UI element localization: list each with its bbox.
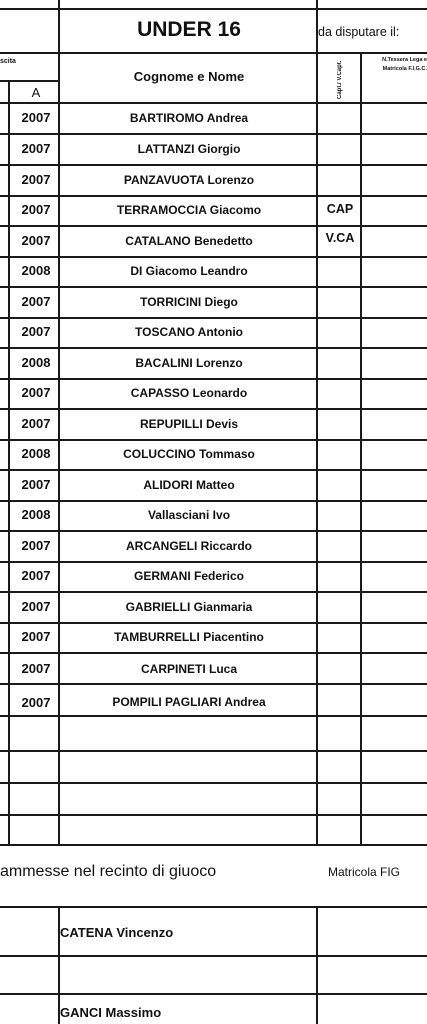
player-name: BACALINI Lorenzo bbox=[135, 356, 243, 370]
year-column-header: A bbox=[31, 85, 41, 100]
player-birth-year: 2007 bbox=[21, 661, 51, 676]
player-name: LATTANZI Giorgio bbox=[137, 142, 241, 156]
row-line bbox=[0, 715, 427, 717]
player-birth-year: 2007 bbox=[21, 695, 51, 710]
player-birth-year: 2007 bbox=[21, 172, 51, 187]
row-line bbox=[0, 591, 427, 593]
player-birth-year: 2008 bbox=[21, 355, 51, 370]
row-line bbox=[0, 622, 427, 624]
row-line bbox=[0, 225, 427, 227]
player-name: CAPASSO Leonardo bbox=[130, 386, 248, 400]
table-border bbox=[0, 80, 58, 82]
player-birth-year: 2007 bbox=[21, 294, 51, 309]
row-line bbox=[0, 530, 427, 532]
table-border bbox=[316, 0, 318, 846]
row-line bbox=[0, 378, 427, 380]
player-name: TOSCANO Antonio bbox=[135, 325, 243, 339]
row-line bbox=[0, 561, 427, 563]
row-line bbox=[0, 683, 427, 685]
player-name: TERRAMOCCIA Giacomo bbox=[116, 203, 262, 217]
row-line bbox=[0, 469, 427, 471]
row-line bbox=[0, 782, 427, 784]
row-line bbox=[0, 317, 427, 319]
player-birth-year: 2007 bbox=[21, 568, 51, 583]
table-border bbox=[58, 0, 60, 846]
player-birth-year: 2007 bbox=[21, 385, 51, 400]
player-name: REPUPILLI Devis bbox=[139, 417, 239, 431]
player-name: PANZAVUOTA Lorenzo bbox=[123, 173, 255, 187]
row-line bbox=[0, 652, 427, 654]
row-line bbox=[0, 408, 427, 410]
row-line bbox=[0, 814, 427, 816]
row-line bbox=[0, 256, 427, 258]
table-border bbox=[0, 906, 427, 908]
row-line bbox=[0, 286, 427, 288]
row-line bbox=[0, 195, 427, 197]
match-date-label: da disputare il: bbox=[318, 25, 400, 39]
player-birth-year: 2007 bbox=[21, 629, 51, 644]
player-name: BARTIROMO Andrea bbox=[129, 111, 249, 125]
table-border bbox=[0, 955, 427, 957]
table-border bbox=[0, 52, 427, 54]
player-birth-year: 2007 bbox=[21, 110, 51, 125]
player-name: TORRICINI Diego bbox=[140, 295, 238, 309]
player-name: DI Giacomo Leandro bbox=[130, 264, 248, 278]
matricola-header: Matricola FIG bbox=[328, 865, 401, 879]
player-name: CATALANO Benedetto bbox=[125, 234, 253, 248]
player-birth-year: 2007 bbox=[21, 202, 51, 217]
player-birth-year: 2008 bbox=[21, 446, 51, 461]
table-border bbox=[316, 908, 318, 1024]
player-name: GABRIELLI Gianmaria bbox=[125, 600, 253, 614]
table-border bbox=[360, 52, 362, 846]
row-line bbox=[0, 133, 427, 135]
player-name: CARPINETI Luca bbox=[140, 662, 237, 676]
row-line bbox=[0, 750, 427, 752]
row-line bbox=[0, 347, 427, 349]
player-name: Vallasciani Ivo bbox=[147, 508, 231, 522]
official-name: CATENA Vincenzo bbox=[60, 925, 174, 940]
official-name: GANCI Massimo bbox=[60, 1005, 162, 1020]
row-line bbox=[0, 844, 427, 846]
player-birth-year: 2007 bbox=[21, 538, 51, 553]
player-name: GERMANI Federico bbox=[133, 569, 244, 583]
table-border bbox=[0, 8, 427, 10]
player-name: COLUCCINO Tommaso bbox=[123, 447, 255, 461]
player-birth-year: 2007 bbox=[21, 324, 51, 339]
table-border bbox=[0, 993, 427, 995]
player-name: POMPILI PAGLIARI Andrea bbox=[112, 695, 266, 709]
player-name: TAMBURRELLI Piacentino bbox=[114, 630, 264, 644]
player-birth-year: 2007 bbox=[21, 233, 51, 248]
player-birth-year: 2008 bbox=[21, 263, 51, 278]
player-name: ARCANGELI Riccardo bbox=[125, 539, 253, 553]
player-captain-mark: CAP bbox=[326, 202, 354, 216]
license-column-header: N.Tessera Lega e Matricola F.I.G.C. bbox=[382, 57, 427, 72]
row-line bbox=[0, 439, 427, 441]
row-line bbox=[0, 500, 427, 502]
admitted-persons-heading: ammesse nel recinto di giuoco bbox=[0, 863, 217, 880]
captain-column-header: Capt./ V.Capt. bbox=[337, 60, 343, 100]
player-birth-year: 2007 bbox=[21, 416, 51, 431]
birth-date-header: scita bbox=[0, 58, 16, 65]
player-birth-year: 2007 bbox=[21, 477, 51, 492]
player-name: ALIDORI Matteo bbox=[143, 478, 235, 492]
player-captain-mark: V.CA bbox=[325, 231, 355, 245]
name-column-header: Cognome e Nome bbox=[133, 69, 245, 84]
row-line bbox=[0, 164, 427, 166]
player-birth-year: 2007 bbox=[21, 141, 51, 156]
category-title: UNDER 16 bbox=[137, 18, 241, 41]
player-birth-year: 2008 bbox=[21, 507, 51, 522]
table-border bbox=[0, 102, 427, 104]
player-birth-year: 2007 bbox=[21, 599, 51, 614]
